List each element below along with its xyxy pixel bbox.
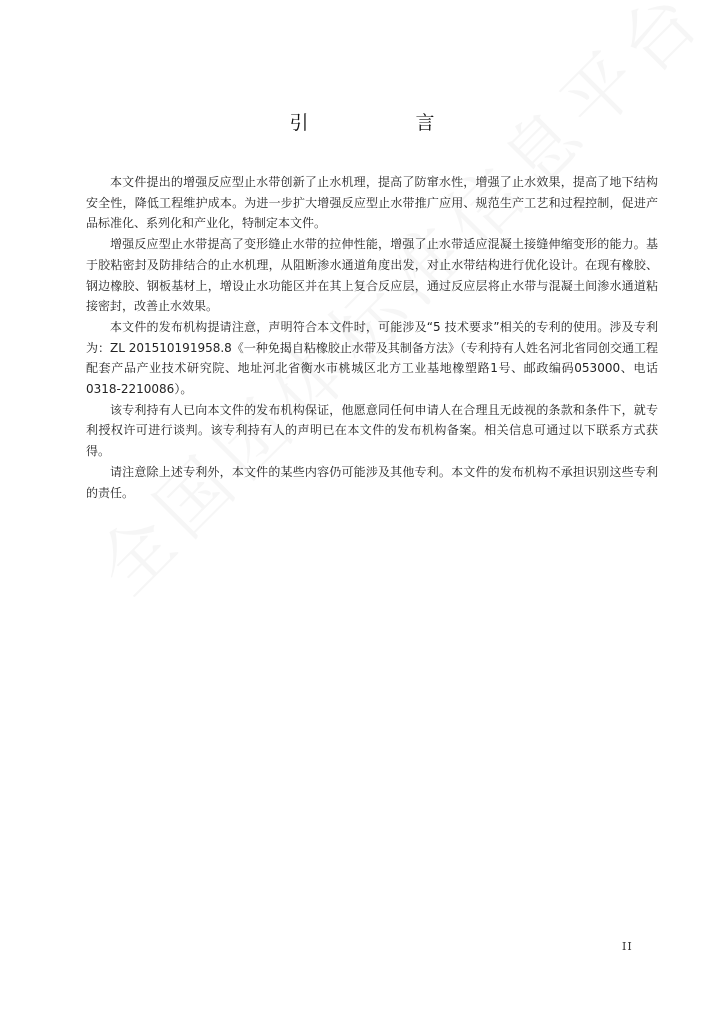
body-text [86,172,658,503]
page-title: 引 言 [289,112,479,134]
paragraph: 该专利持有人已向本文件的发布机构保证，他愿意同任何申请人在合理且无歧视的条款和条件下，就专利授权许可进行谈判。该专利持有人的声明已在本文件的发布机构备案。相关信息可通过以下联系方式获得。 [86,402,658,459]
page-number: II [622,940,633,953]
paragraph: 本文件的发布机构提请注意，声明符合本文件时，可能涉及“5 技术要求”相关的专利的使用。涉及专利为：ZL 201510191958.8《一种免揭自粘橡胶止水带及其制备方法》（专利持有人姓名河北省同创交通工程配套产品产业技术研究院、地址河北省衡水市桃城区北方工业基地橡塑路1号、邮政编码053000、电话0318-2210086）。 [86,319,658,397]
paragraph: 本文件提出的增强反应型止水带创新了止水机理，提高了防窜水性，增强了止水效果，提高了地下结构安全性，降低工程维护成本。为进一步扩大增强反应型止水带推广应用、规范生产工艺和过程控制，促进产品标准化、系列化和产业化，特制定本文件。 [86,175,658,231]
paragraph: 请注意除上述专利外，本文件的某些内容仍可能涉及其他专利。本文件的发布机构不承担识别这些专利的责任。 [86,464,658,500]
paragraph: 增强反应型止水带提高了变形缝止水带的拉伸性能，增强了止水带适应混凝土接缝伸缩变形的能力。基于胶粘密封及防排结合的止水机理，从阻断渗水通道角度出发，对止水带结构进行优化设计。在现有橡胶、钢边橡胶、钢板基材上，增设止水功能区并在其上复合反应层，通过反应层将止水带与混凝土间渗水通道粘接密封，改善止水效果。 [86,237,658,314]
